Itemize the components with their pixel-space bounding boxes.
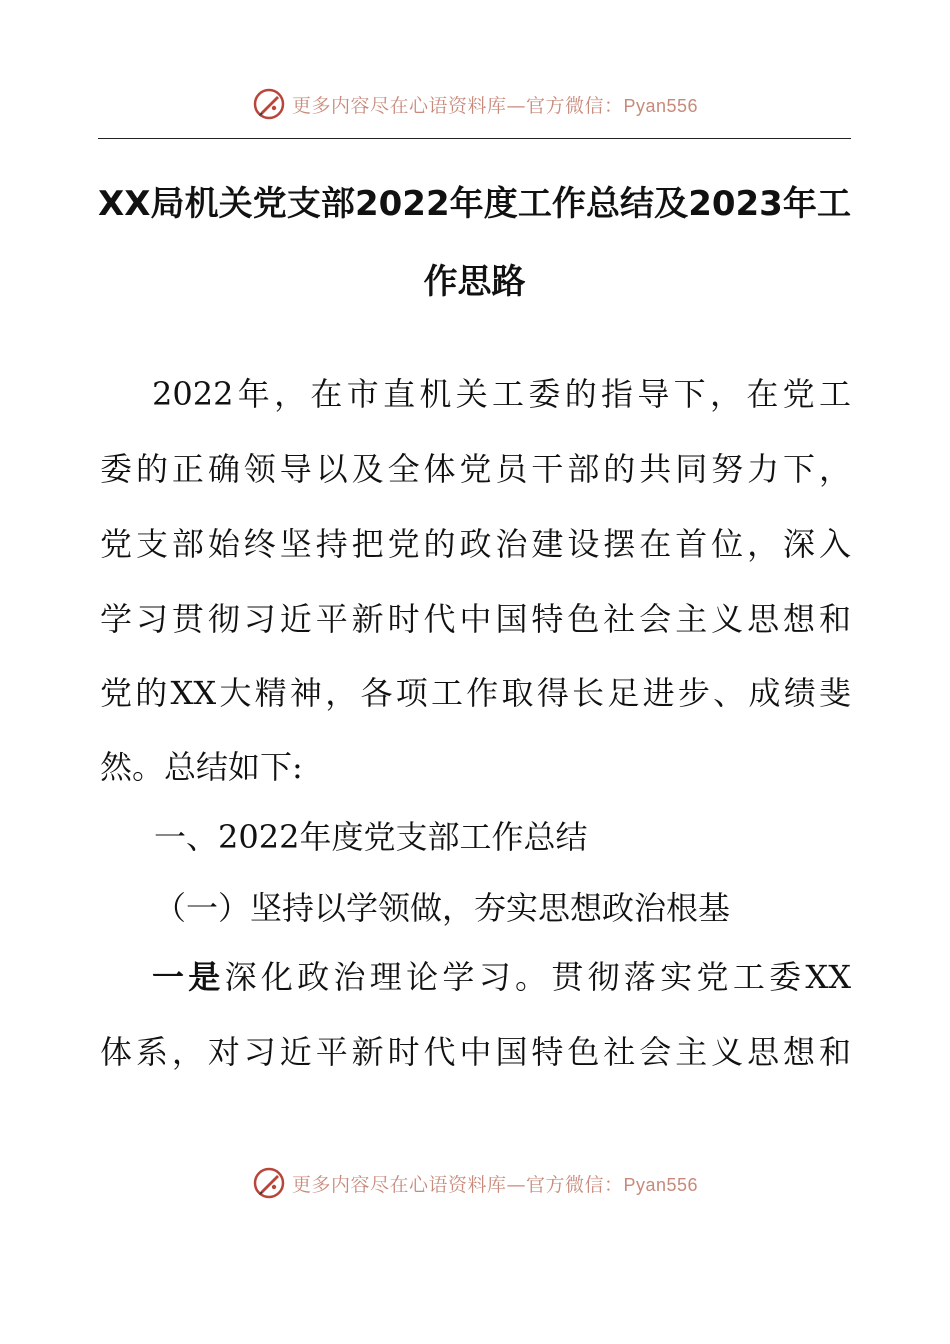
title-line-1: XX局机关党支部2022年度工作总结及2023年工 — [98, 184, 851, 224]
body-line: 委的正确领导以及全体党员干部的共同努力下， — [100, 450, 851, 488]
body-line: 党支部始终坚持把党的政治建设摆在首位，深入 — [100, 525, 851, 563]
body-line: 2022年，在市直机关工委的指导下，在党工 — [152, 375, 851, 413]
body-line: 体系，对习近平新时代中国特色社会主义思想和 — [100, 1033, 851, 1071]
body-line: 学习贯彻习近平新时代中国特色社会主义思想和 — [100, 600, 851, 638]
header-divider — [98, 138, 851, 139]
header-banner — [0, 84, 950, 124]
banner-text: 更多内容尽在心语资料库—官方微信：Pyan556 — [291, 94, 699, 117]
title-line-2: 作思路 — [423, 262, 526, 302]
subsection-heading: （一）坚持以学领做，夯实思想政治根基 — [154, 889, 731, 927]
body-line: 一是深化政治理论学习。贯彻落实党工委XX — [152, 958, 851, 996]
banner-text: 更多内容尽在心语资料库—官方微信：Pyan556 — [291, 1173, 699, 1196]
wechat-id: Pyan556 — [623, 95, 699, 116]
emphasis-lead: 一是 — [152, 958, 225, 996]
pen-logo-icon — [252, 87, 286, 121]
footer-banner — [0, 1163, 950, 1203]
section-heading: 一、2022年度党支部工作总结 — [154, 818, 588, 856]
body-line: 然。总结如下: — [100, 748, 303, 786]
wechat-id: Pyan556 — [623, 1174, 699, 1195]
pen-logo-icon — [252, 1166, 286, 1200]
body-line: 党的XX大精神，各项工作取得长足进步、成绩斐 — [100, 674, 851, 712]
